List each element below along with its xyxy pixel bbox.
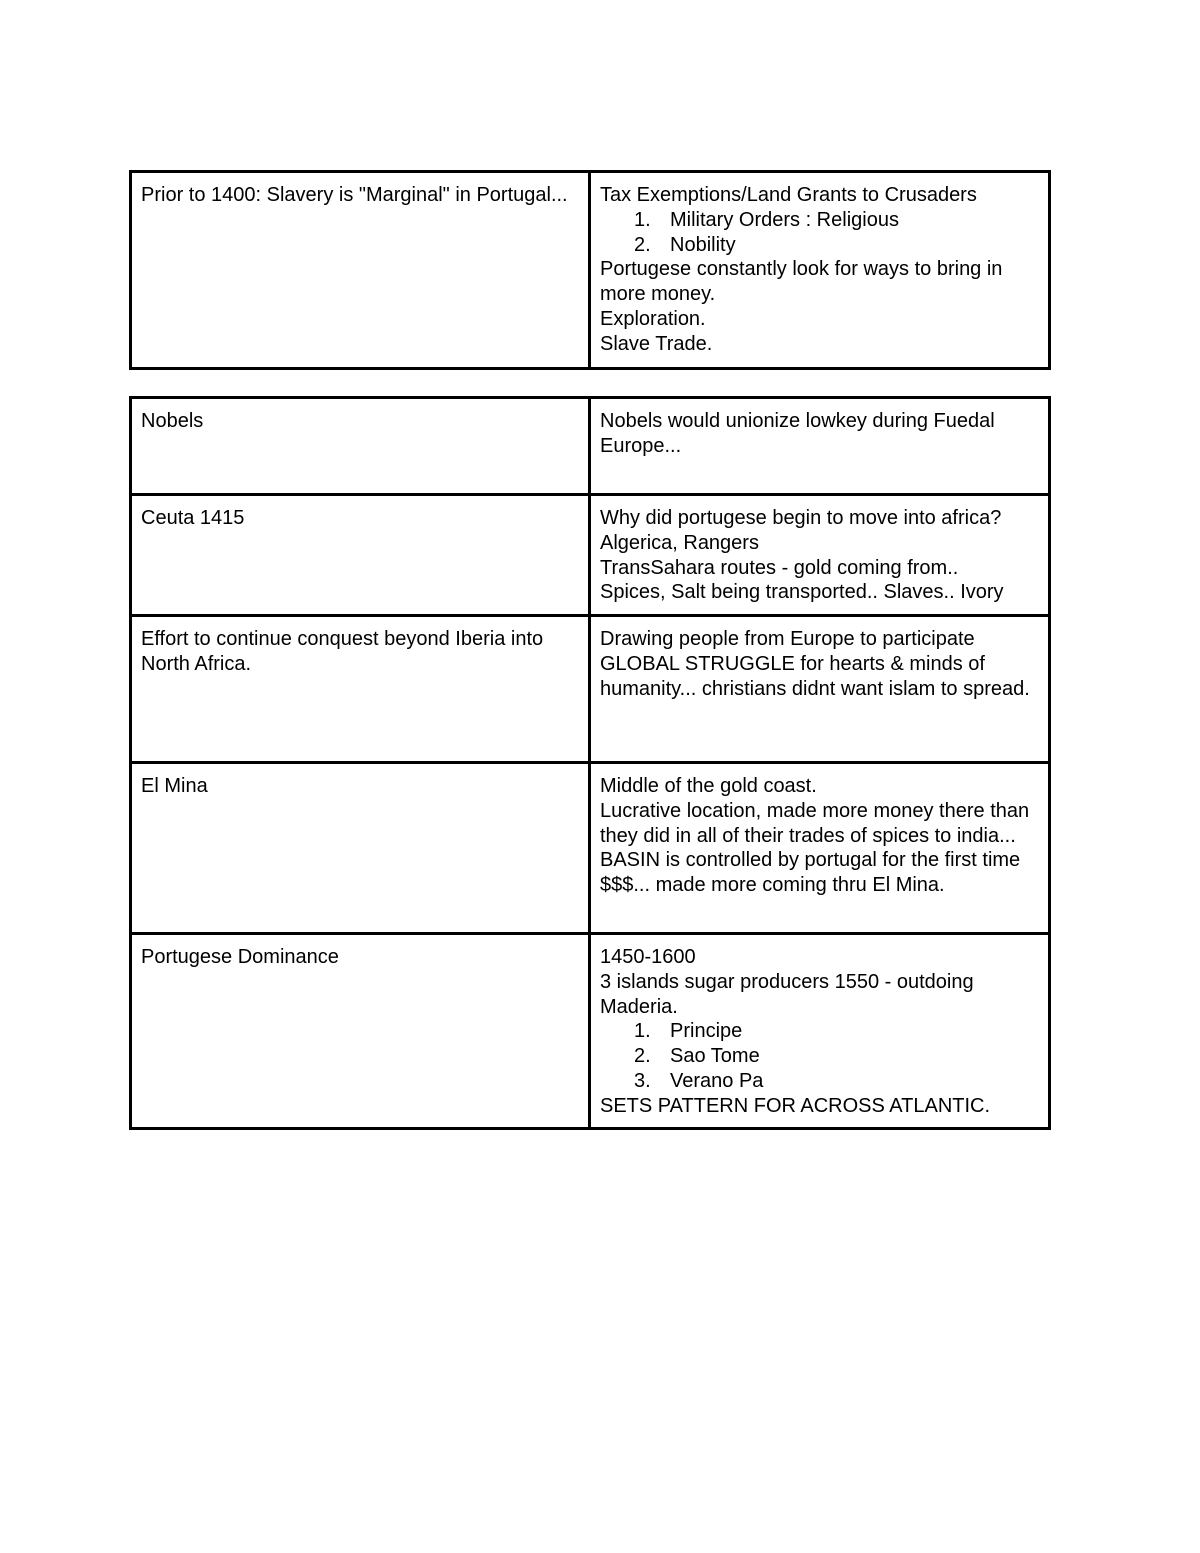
cell-text: Portugese constantly look for ways to bring in more money.	[600, 258, 1003, 306]
table-cell-term	[131, 172, 590, 369]
cell-text: Tax Exemptions/Land Grants to Crusaders	[600, 184, 977, 206]
notes-table-2	[129, 396, 1051, 1130]
table-cell-notes	[590, 763, 1050, 934]
list-item	[634, 1044, 1039, 1069]
cell-text: Prior to 1400: Slavery is "Marginal" in Portugal...	[141, 184, 568, 206]
list-item	[634, 233, 1039, 258]
cell-text: Effort to continue conquest beyond Iberia into North Africa.	[141, 628, 544, 675]
table-cell-notes	[590, 172, 1050, 369]
cell-text: 1450-1600	[600, 946, 696, 968]
cell-text: El Mina	[141, 775, 208, 797]
cell-text: Drawing people from Europe to participate GLOBAL STRUGGLE for hearts & minds of humanity... christians didnt want islam to spread.	[600, 628, 1030, 700]
table-cell-notes	[590, 398, 1050, 495]
cell-text: Ceuta 1415	[141, 507, 245, 529]
cell-text: TransSahara routes - gold coming from..	[600, 556, 959, 579]
cell-text: Slave Trade.	[600, 332, 713, 355]
table-row	[131, 495, 1050, 616]
cell-text: Exploration.	[600, 307, 706, 330]
numbered-list	[600, 1019, 1039, 1093]
list-number: 2.	[634, 1045, 651, 1068]
cell-text: Spices, Salt being transported.. Slaves.. Ivory	[600, 581, 1004, 604]
list-number: 3.	[634, 1069, 651, 1092]
list-item	[634, 208, 1039, 233]
cell-text: Portugese Dominance	[141, 946, 339, 968]
list-item	[634, 1069, 1039, 1094]
table-cell-term	[131, 934, 590, 1129]
list-item-text: Sao Tome	[670, 1045, 760, 1068]
table-row	[131, 172, 1050, 369]
table-cell-notes	[590, 495, 1050, 616]
table-cell-term	[131, 616, 590, 763]
table-row	[131, 398, 1050, 495]
list-number: 1.	[634, 208, 651, 231]
cell-text: Lucrative location, made more money there than they did in all of their trades of spices to india... BASIN is controlled by portugal for the first time $$$... made more coming thru El Mina.	[600, 799, 1030, 897]
cell-text: Nobels would unionize lowkey during Fuedal Europe...	[600, 410, 995, 457]
table-row	[131, 616, 1050, 763]
list-item-text: Principe	[670, 1020, 743, 1043]
table-row	[131, 934, 1050, 1129]
list-number: 1.	[634, 1020, 651, 1043]
cell-text: Nobels	[141, 410, 204, 432]
numbered-list	[600, 208, 1039, 258]
list-item-text: Military Orders : Religious	[670, 208, 899, 231]
cell-text: Algerica, Rangers	[600, 531, 759, 554]
table-cell-notes	[590, 934, 1050, 1129]
list-item-text: Verano Pa	[670, 1069, 764, 1092]
table-cell-notes	[590, 616, 1050, 763]
list-item-text: Nobility	[670, 233, 736, 256]
cell-text: SETS PATTERN FOR ACROSS ATLANTIC.	[600, 1094, 991, 1117]
table-cell-term	[131, 495, 590, 616]
notes-table-1	[129, 170, 1051, 370]
list-number: 2.	[634, 233, 651, 256]
cell-text: 3 islands sugar producers 1550 - outdoing Maderia.	[600, 970, 974, 1018]
table-cell-term	[131, 763, 590, 934]
table-row	[131, 763, 1050, 934]
cell-text: Middle of the gold coast.	[600, 775, 817, 797]
cell-text: Why did portugese begin to move into africa?	[600, 507, 1002, 529]
list-item	[634, 1019, 1039, 1044]
table-cell-term	[131, 398, 590, 495]
